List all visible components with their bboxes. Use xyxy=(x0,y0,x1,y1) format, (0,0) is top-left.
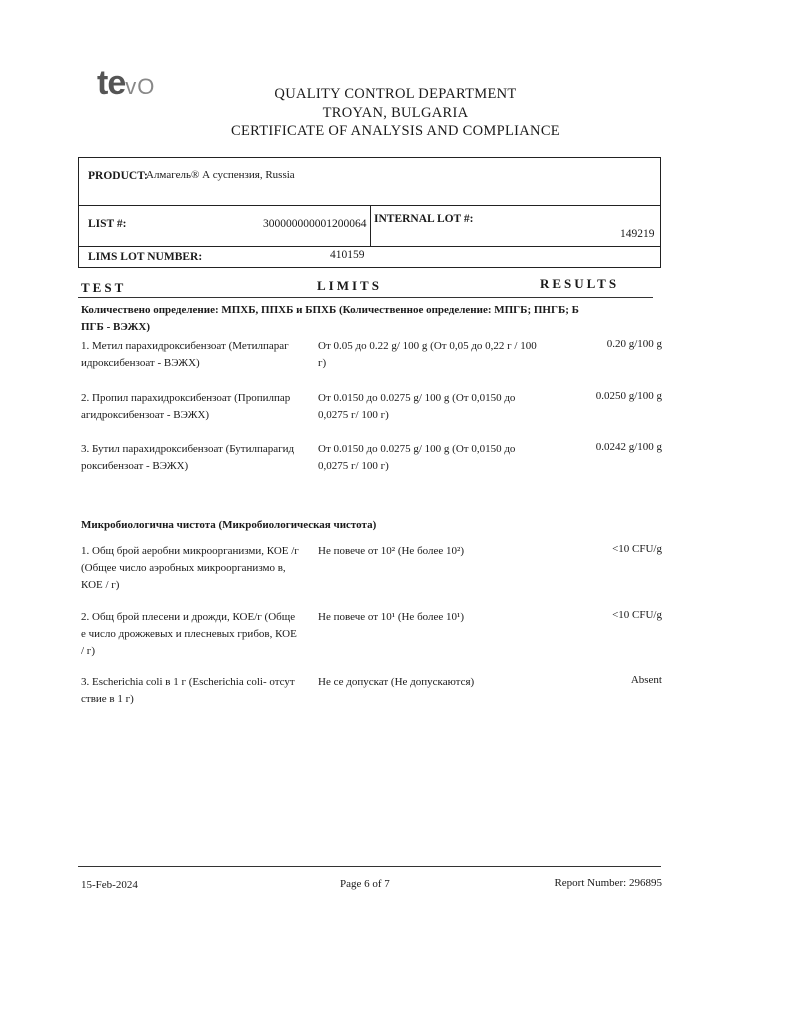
header-location: TROYAN, BULGARIA xyxy=(322,105,469,121)
lims-box xyxy=(78,246,661,268)
footer-date: 15-Feb-2024 xyxy=(81,879,138,891)
column-results: RESULTS xyxy=(540,276,620,291)
product-label: PRODUCT: xyxy=(88,170,148,182)
test-name: 1. Метил парахидроксибензоат (Метилпараг идроксибензоат - ВЭЖХ) xyxy=(81,340,289,369)
logo-main-text: te xyxy=(97,64,126,102)
section-microbiology-title: Микробиологична чистота (Микробиологическая чистота) xyxy=(81,519,377,531)
logo-sub-text: vO xyxy=(125,74,156,99)
test-limits: От 0.05 до 0.22 g/ 100 g (От 0,05 до 0,22 г / 100 г) xyxy=(318,340,537,369)
column-heading-rule xyxy=(78,297,653,298)
test-limits: Не повече от 10¹ (Не более 10¹) xyxy=(318,611,464,623)
column-limits: LIMITS xyxy=(317,278,382,293)
internal-lot-value: 149219 xyxy=(620,228,655,240)
test-limits: От 0.0150 до 0.0275 g/ 100 g (От 0,0150 до 0,0275 г/ 100 г) xyxy=(318,443,516,472)
test-result: 0.20 g/100 g xyxy=(606,338,662,350)
test-result: <10 CFU/g xyxy=(612,543,662,555)
test-result: Absent xyxy=(630,674,662,686)
test-limits: Не повече от 10² (Не более 10²) xyxy=(318,545,464,557)
test-name: 3. Escherichia coli в 1 г (Escherichia coli- отсут ствие в 1 г) xyxy=(81,676,295,705)
list-lot-divider xyxy=(370,206,371,246)
lims-value: 410159 xyxy=(330,249,365,261)
test-limits: Не се допускат (Не допускаются) xyxy=(318,676,475,688)
footer-page-number: Page 6 of 7 xyxy=(340,878,390,890)
test-name: 2. Общ брой плесени и дрожди, КОЕ/г (Обще е число дрожжевых и плесневых грибов, КОЕ / г) xyxy=(81,611,297,657)
test-result: 0.0250 g/100 g xyxy=(595,390,662,402)
internal-lot-label: INTERNAL LOT #: xyxy=(374,213,474,225)
lims-label: LIMS LOT NUMBER: xyxy=(88,251,203,263)
test-name: 2. Пропил парахидроксибензоат (Пропилпар агидроксибензоат - ВЭЖХ) xyxy=(81,392,291,421)
test-result: <10 CFU/g xyxy=(612,609,662,621)
column-test: TEST xyxy=(81,280,127,295)
header-certificate-title: CERTIFICATE OF ANALYSIS AND COMPLIANCE xyxy=(231,123,560,139)
product-box xyxy=(78,157,661,206)
test-limits: От 0.0150 до 0.0275 g/ 100 g (От 0,0150 до 0,0275 г/ 100 г) xyxy=(318,392,516,421)
test-result: 0.0242 g/100 g xyxy=(595,441,662,453)
product-value: Алмагель® А суспензия, Russia xyxy=(146,169,295,181)
header-department: QUALITY CONTROL DEPARTMENT xyxy=(274,86,517,102)
list-lot-box xyxy=(78,205,661,247)
footer-rule xyxy=(78,866,661,867)
section-assay-title: Количествено определение: МПХБ, ППХБ и БПХБ (Количественное определение: МПГБ; ПНГБ; Б ПГБ - ВЭЖХ) xyxy=(81,304,579,333)
test-name: 3. Бутил парахидроксибензоат (Бутилпарагид роксибензоат - ВЭЖХ) xyxy=(81,443,295,472)
list-value: 300000000001200064 xyxy=(263,218,367,230)
list-label: LIST #: xyxy=(88,218,127,230)
footer-report-number: Report Number: 296895 xyxy=(554,877,662,889)
test-name: 1. Общ брой аеробни микроорганизми, КОЕ /г (Общее число аэробных микроорганизмо в, КОЕ / г) xyxy=(81,545,299,591)
